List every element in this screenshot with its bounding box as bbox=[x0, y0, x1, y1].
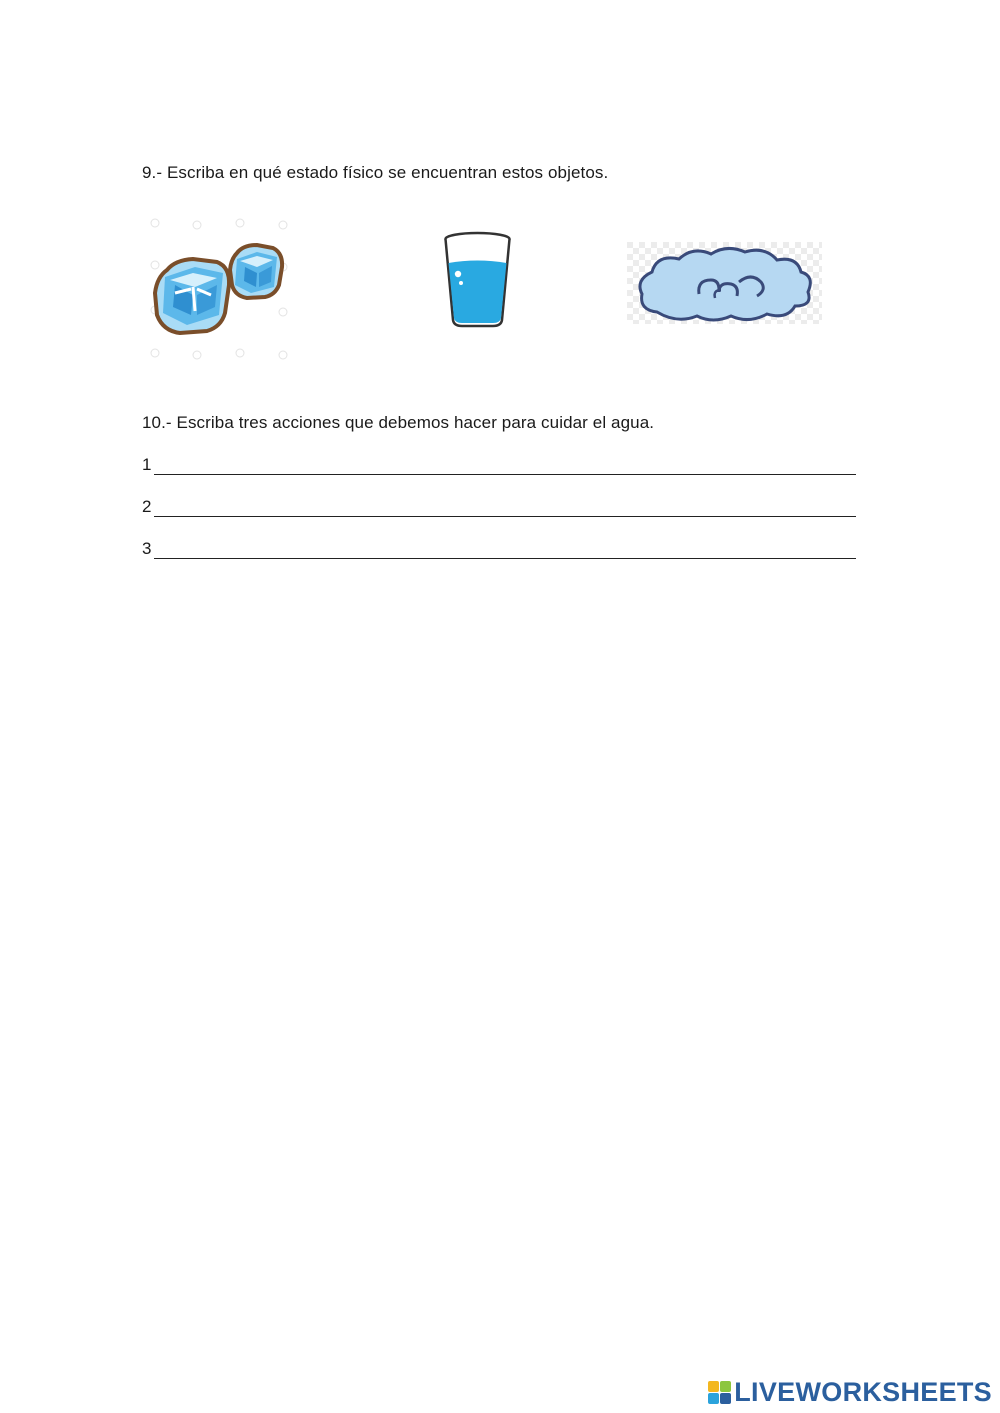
logo-square bbox=[720, 1393, 731, 1404]
logo-mark-icon bbox=[708, 1381, 731, 1404]
question-9-text: 9.- Escriba en qué estado físico se encuentran estos objetos. bbox=[142, 163, 609, 182]
answer-blank bbox=[154, 516, 856, 517]
cloud-icon bbox=[627, 242, 822, 324]
answer-line-2[interactable] bbox=[142, 497, 856, 519]
liveworksheets-logo bbox=[708, 1377, 992, 1407]
answer-line-3[interactable] bbox=[142, 539, 856, 561]
logo-square bbox=[708, 1381, 719, 1392]
answer-line-1[interactable] bbox=[142, 455, 856, 477]
answer-number: 1 bbox=[142, 455, 152, 474]
answer-blank bbox=[154, 474, 856, 475]
logo-text: LIVEWORKSHEETS bbox=[734, 1376, 992, 1407]
question-10-text: 10.- Escriba tres acciones que debemos hacer para cuidar el agua. bbox=[142, 413, 655, 432]
answer-number: 3 bbox=[142, 539, 152, 558]
logo-square bbox=[708, 1393, 719, 1404]
glass-of-water-icon bbox=[440, 230, 515, 330]
ice-cubes-icon bbox=[145, 215, 295, 365]
answer-blank bbox=[154, 558, 856, 559]
logo-square bbox=[720, 1381, 731, 1392]
answer-number: 2 bbox=[142, 497, 152, 516]
